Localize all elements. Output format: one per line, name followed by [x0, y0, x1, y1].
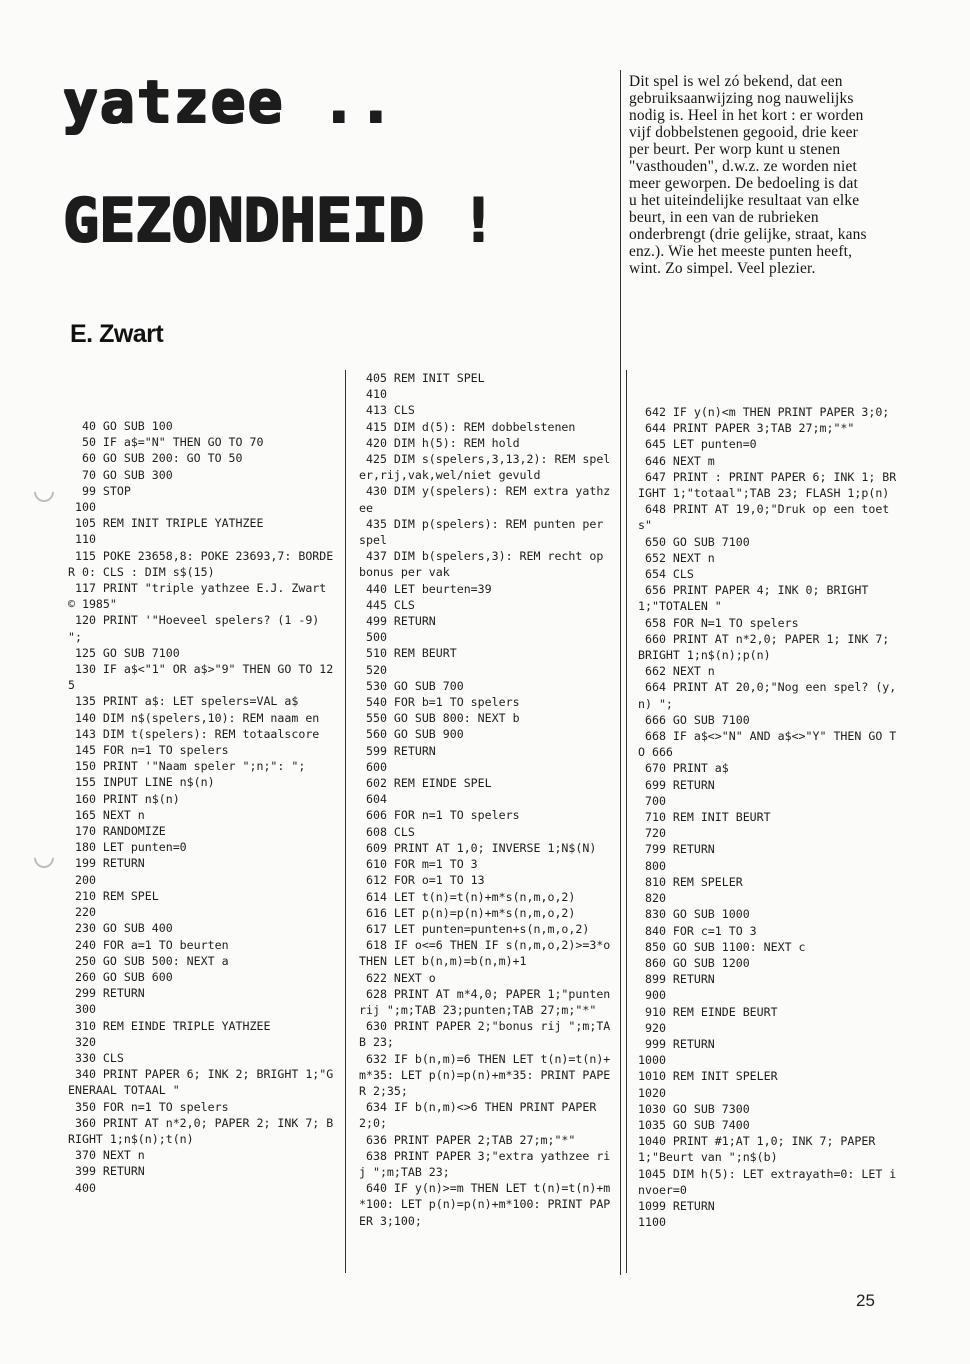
- code-line: 150 PRINT '"Naam speler ";n;": ";: [68, 759, 306, 774]
- code-line: 1010 REM INIT SPELER: [638, 1069, 778, 1084]
- code-line: 900: [638, 988, 666, 1003]
- binder-punch-mark-lower: [30, 844, 58, 872]
- code-line: 399 RETURN: [68, 1164, 145, 1179]
- listing-column-1: [68, 418, 336, 1196]
- code-line: 1000: [638, 1053, 666, 1068]
- code-line: 405 REM INIT SPEL: [359, 371, 485, 385]
- code-line: 370 NEXT n: [68, 1148, 145, 1163]
- code-line: 860 GO SUB 1200: [638, 955, 750, 970]
- code-line: 612 FOR o=1 TO 13: [359, 873, 485, 888]
- code-line: 660 PRINT AT n*2,0; PAPER 1; INK 7; BRIGHT 1;n$(n);p(n): [638, 631, 897, 663]
- code-line: 437 DIM b(spelers,3): REM recht op bonus per vak: [359, 549, 611, 580]
- code-line: 668 IF a$<>"N" AND a$<>"Y" THEN GO TO 666: [638, 729, 897, 760]
- code-line: 425 DIM s(spelers,3,13,2): REM speler,rij,vak,wel/niet gevuld: [359, 452, 611, 483]
- code-line: 70 GO SUB 300: [68, 467, 173, 482]
- code-line: 560 GO SUB 900: [359, 727, 464, 742]
- code-line: 720: [638, 826, 666, 841]
- code-line: 700: [638, 793, 666, 808]
- code-line: 647 PRINT : PRINT PAPER 6; INK 1; BRIGHT 1;"totaal";TAB 23; FLASH 1;p(n): [638, 469, 897, 501]
- code-line: 99 STOP: [68, 483, 131, 498]
- code-line: 125 GO SUB 7100: [68, 645, 180, 660]
- code-line: 920: [638, 1020, 666, 1035]
- code-line: 200: [68, 872, 96, 887]
- code-line: 614 LET t(n)=t(n)+m*s(n,m,o,2): [359, 889, 576, 904]
- code-line: 300: [68, 1002, 96, 1017]
- code-line: 220: [68, 905, 96, 920]
- code-line: 650 GO SUB 7100: [638, 534, 750, 549]
- code-line: 143 DIM t(spelers): REM totaalscore: [68, 726, 320, 741]
- code-line: 430 DIM y(spelers): REM extra yathzee: [359, 484, 611, 515]
- code-line: 646 NEXT m: [638, 453, 715, 468]
- code-line: 840 FOR c=1 TO 3: [638, 923, 757, 938]
- code-line: 445 CLS: [359, 597, 415, 612]
- code-line: 656 PRINT PAPER 4; INK 0; BRIGHT 1;"TOTALEN ": [638, 583, 876, 614]
- code-line: 435 DIM p(spelers): REM punten per spel: [359, 516, 611, 548]
- code-line: 310 REM EINDE TRIPLE YATHZEE: [68, 1018, 271, 1033]
- code-line: 799 RETURN: [638, 842, 715, 857]
- code-line: 140 DIM n$(spelers,10): REM naam en: [68, 710, 320, 725]
- code-line: 320: [68, 1034, 96, 1049]
- code-line: 1100: [638, 1215, 666, 1230]
- code-line: 105 REM INIT TRIPLE YATHZEE: [68, 516, 264, 531]
- code-line: 415 DIM d(5): REM dobbelstenen: [359, 419, 576, 434]
- code-line: 260 GO SUB 600: [68, 969, 173, 984]
- code-line: 330 CLS: [68, 1050, 124, 1065]
- code-line: 609 PRINT AT 1,0; INVERSE 1;N$(N): [359, 840, 597, 855]
- code-line: 117 PRINT "triple yathzee E.J. Zwart © 1985": [68, 581, 334, 612]
- code-line: 600: [359, 759, 387, 774]
- code-line: 160 PRINT n$(n): [68, 791, 180, 806]
- code-line: 165 NEXT n: [68, 807, 145, 822]
- code-line: 636 PRINT PAPER 2;TAB 27;m;"*": [359, 1132, 576, 1147]
- code-line: 340 PRINT PAPER 6; INK 2; BRIGHT 1;"GENERAAL TOTAAL ": [68, 1067, 334, 1098]
- listing-column-3: [638, 404, 900, 1230]
- code-line: 1030 GO SUB 7300: [638, 1101, 750, 1116]
- author-byline: E. Zwart: [70, 320, 164, 348]
- code-line: 240 FOR a=1 TO beurten: [68, 937, 229, 952]
- code-line: 654 CLS: [638, 567, 694, 582]
- code-line: 606 FOR n=1 TO spelers: [359, 808, 520, 823]
- code-line: 299 RETURN: [68, 986, 145, 1001]
- code-line: 910 REM EINDE BEURT: [638, 1004, 778, 1019]
- code-line: 617 LET punten=punten+s(n,m,o,2): [359, 921, 590, 936]
- code-line: 420 DIM h(5): REM hold: [359, 435, 520, 450]
- code-line: 170 RANDOMIZE: [68, 824, 166, 839]
- code-line: 1035 GO SUB 7400: [638, 1117, 750, 1132]
- code-line: 110: [68, 532, 96, 547]
- code-line: 115 POKE 23658,8: POKE 23693,7: BORDER 0: CLS : DIM s$(15): [68, 548, 334, 579]
- code-line: 180 LET punten=0: [68, 840, 187, 855]
- code-line: 599 RETURN: [359, 743, 436, 758]
- code-line: 230 GO SUB 400: [68, 921, 173, 936]
- code-line: 120 PRINT '"Hoeveel spelers? (1 -9) ";: [68, 613, 327, 644]
- code-line: 350 FOR n=1 TO spelers: [68, 1099, 229, 1114]
- listing-column-2: [359, 370, 617, 1229]
- code-line: 60 GO SUB 200: GO TO 50: [68, 451, 243, 466]
- code-line: 648 PRINT AT 19,0;"Druk op een toets": [638, 502, 890, 533]
- code-line: 1045 DIM h(5): LET extrayath=0: LET invoer=0: [638, 1166, 897, 1197]
- intro-column-frame: [620, 70, 621, 1275]
- code-line: 670 PRINT a$: [638, 761, 729, 776]
- code-line: 1040 PRINT #1;AT 1,0; INK 7; PAPER 1;"Beurt van ";n$(b): [638, 1134, 883, 1165]
- code-line: 632 IF b(n,m)=6 THEN LET t(n)=t(n)+m*35: LET p(n)=p(n)+m*35: PRINT PAPER 2;35;: [359, 1051, 611, 1098]
- code-line: 530 GO SUB 700: [359, 678, 464, 693]
- code-line: 400: [68, 1180, 96, 1195]
- code-line: 618 IF o<=6 THEN IF s(n,m,o,2)>=3*o THEN LET b(n,m)=b(n,m)+1: [359, 938, 618, 969]
- code-line: 652 NEXT n: [638, 550, 715, 565]
- code-line: 50 IF a$="N" THEN GO TO 70: [68, 435, 264, 450]
- code-line: 616 LET p(n)=p(n)+m*s(n,m,o,2): [359, 905, 576, 920]
- code-line: 642 IF y(n)<m THEN PRINT PAPER 3;0;: [638, 405, 890, 419]
- code-line: 360 PRINT AT n*2,0; PAPER 2; INK 7; BRIGHT 1;n$(n);t(n): [68, 1115, 334, 1146]
- code-line: 810 REM SPELER: [638, 874, 743, 889]
- title-yatzee: yatzee ..: [62, 67, 395, 135]
- code-line: 630 PRINT PAPER 2;"bonus rij ";m;TAB 23;: [359, 1019, 611, 1050]
- intro-text: Dit spel is wel zó bekend, dat een gebruiksaanwijzing nog nauwelijks nodig is. Heel in het kort : er worden vijf dobbelstenen gegooid, drie keer per beurt. Per worp kunt u stenen "vasthouden", d.w.z. ze worden niet meer geworpen. De bedoeling is dat u het uiteindelijke resultaat van elke beurt, in een van de rubrieken onderbrengt (drie gelijke, straat, kans enz.). Wie het meeste punten heeft, wint. Zo simpel. Veel plezier.: [629, 73, 867, 277]
- code-line: 510 REM BEURT: [359, 646, 457, 661]
- code-line: 210 REM SPEL: [68, 888, 159, 903]
- code-line: 130 IF a$<"1" OR a$>"9" THEN GO TO 125: [68, 662, 334, 693]
- title-gezondheid: GEZONDHEID !: [62, 185, 496, 255]
- code-line: 1020: [638, 1085, 666, 1100]
- code-line: 658 FOR N=1 TO spelers: [638, 615, 799, 630]
- code-line: 540 FOR b=1 TO spelers: [359, 695, 520, 710]
- code-line: 800: [638, 858, 666, 873]
- binder-punch-mark-upper: [30, 478, 58, 506]
- code-line: 622 NEXT o: [359, 970, 436, 985]
- code-line: 410: [359, 387, 387, 402]
- code-line: 499 RETURN: [359, 614, 436, 629]
- code-line: 40 GO SUB 100: [68, 419, 173, 433]
- code-line: 155 INPUT LINE n$(n): [68, 775, 215, 790]
- code-line: 250 GO SUB 500: NEXT a: [68, 953, 229, 968]
- page-number: 25: [856, 1291, 875, 1310]
- code-line: 820: [638, 891, 666, 906]
- code-line: 666 GO SUB 7100: [638, 712, 750, 727]
- code-line: 608 CLS: [359, 824, 415, 839]
- code-line: 628 PRINT AT m*4,0; PAPER 1;"punten rij ";m;TAB 23;punten;TAB 27;m;"*": [359, 986, 618, 1017]
- code-line: 100: [68, 500, 96, 515]
- code-line: 634 IF b(n,m)<>6 THEN PRINT PAPER 2;0;: [359, 1100, 604, 1131]
- code-line: 710 REM INIT BEURT: [638, 810, 771, 825]
- code-line: 645 LET punten=0: [638, 437, 757, 452]
- code-line: 699 RETURN: [638, 777, 715, 792]
- code-line: 850 GO SUB 1100: NEXT c: [638, 939, 806, 954]
- code-line: 664 PRINT AT 20,0;"Nog een spel? (y,n) ";: [638, 680, 897, 711]
- intro-paragraph: [629, 73, 869, 277]
- code-line: 1099 RETURN: [638, 1198, 715, 1213]
- code-line: 520: [359, 662, 387, 677]
- code-line: 500: [359, 630, 387, 645]
- code-line: 135 PRINT a$: LET spelers=VAL a$: [68, 694, 299, 709]
- code-line: 145 FOR n=1 TO spelers: [68, 743, 229, 758]
- code-line: 640 IF y(n)>=m THEN LET t(n)=t(n)+m*100: LET p(n)=p(n)+m*100: PRINT PAPER 3;100;: [359, 1181, 611, 1228]
- code-line: 413 CLS: [359, 403, 415, 418]
- code-line: 604: [359, 792, 387, 807]
- code-line: 602 REM EINDE SPEL: [359, 776, 492, 791]
- code-line: 199 RETURN: [68, 856, 145, 871]
- code-line: 638 PRINT PAPER 3;"extra yathzee rij ";m;TAB 23;: [359, 1148, 611, 1179]
- code-line: 999 RETURN: [638, 1036, 715, 1051]
- code-line: 550 GO SUB 800: NEXT b: [359, 711, 520, 726]
- code-line: 899 RETURN: [638, 972, 715, 987]
- code-line: 610 FOR m=1 TO 3: [359, 857, 478, 872]
- code-line: 662 NEXT n: [638, 664, 715, 679]
- code-line: 440 LET beurten=39: [359, 581, 492, 596]
- code-line: 644 PRINT PAPER 3;TAB 27;m;"*": [638, 421, 855, 436]
- code-line: 830 GO SUB 1000: [638, 907, 750, 922]
